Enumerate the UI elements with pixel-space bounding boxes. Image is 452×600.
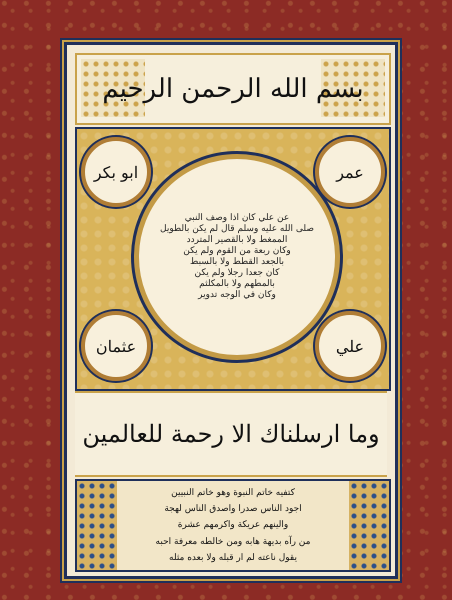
closing-text — [117, 481, 349, 570]
verse-text: وما ارسلناك الا رحمة للعالمين — [82, 420, 380, 448]
hilye-line: صلى الله عليه وسلم قال لم يكن بالطويل — [160, 224, 314, 234]
calligraphy-panel — [64, 42, 398, 579]
hilye-line: الممغط ولا بالقصير المتردد — [186, 235, 288, 245]
hilye-line: عن علي كان اذا وصف النبي — [184, 213, 290, 223]
medallion-umar: عمر — [315, 137, 385, 207]
hilye-line: بالجعد القطط ولا بالسبط — [190, 257, 284, 267]
medallion-uthman: عثمان — [81, 311, 151, 381]
hilye-line: بالمطهم ولا بالمكلثم — [199, 279, 275, 289]
verse-panel — [75, 391, 387, 477]
hilye-line: كان جعدا رجلا ولم يكن — [194, 268, 280, 278]
closing-line: يقول ناعته لم ار قبله ولا بعده مثله — [169, 552, 297, 563]
closing-panel — [75, 479, 391, 572]
hilye-circle — [134, 154, 340, 360]
hilye-text — [152, 172, 322, 342]
hilye-line: وكان ربعة من القوم ولم يكن — [183, 246, 291, 256]
closing-line: كتفيه خاتم النبوة وهو خاتم النبيين — [171, 488, 295, 499]
closing-line: والينهم عريكة واكرمهم عشرة — [177, 520, 289, 531]
central-panel — [75, 127, 391, 391]
floral-ornament — [349, 481, 389, 570]
basmala-text: بسم الله الرحمن الرحيم — [102, 74, 364, 104]
medallion-ali: علي — [315, 311, 385, 381]
closing-line: من رآه بديهة هابه ومن خالطه معرفة احبه — [155, 536, 311, 547]
floral-ornament — [77, 481, 117, 570]
hilye-line: وكان في الوجه تدوير — [198, 290, 276, 300]
basmala-panel — [75, 53, 391, 125]
closing-line: اجود الناس صدرا واصدق الناس لهجة — [164, 504, 302, 515]
medallion-abu-bakr: ابو بكر — [81, 137, 151, 207]
